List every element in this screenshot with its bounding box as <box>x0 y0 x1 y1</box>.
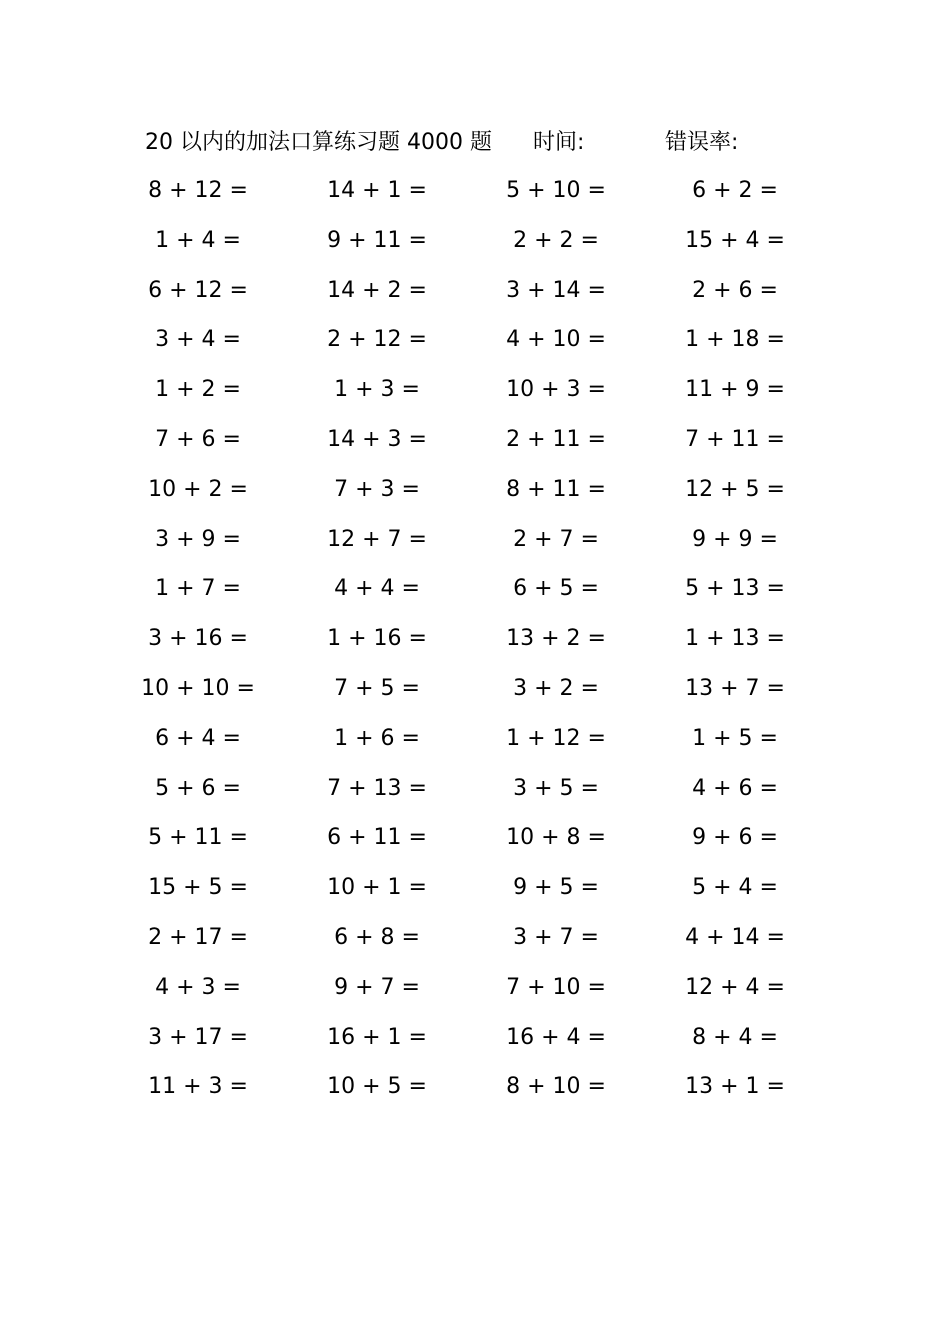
addition-problem: 13 + 7 = <box>685 675 785 701</box>
addition-problem: 10 + 5 = <box>327 1074 427 1100</box>
problem-row <box>0 720 950 770</box>
problem-row <box>0 819 950 869</box>
addition-problem: 13 + 2 = <box>506 626 606 652</box>
addition-problem: 10 + 2 = <box>148 476 248 502</box>
time-label: 时间: <box>533 130 585 155</box>
addition-problem: 1 + 12 = <box>506 725 606 751</box>
problem-row <box>0 770 950 820</box>
addition-problem: 4 + 4 = <box>334 576 420 602</box>
addition-problem: 1 + 6 = <box>334 725 420 751</box>
addition-problem: 7 + 5 = <box>334 675 420 701</box>
addition-problem: 5 + 13 = <box>685 576 785 602</box>
addition-problem: 1 + 16 = <box>327 626 427 652</box>
addition-problem: 4 + 3 = <box>155 974 241 1000</box>
addition-problem: 5 + 6 = <box>155 775 241 801</box>
worksheet-header <box>145 126 845 160</box>
addition-problem: 1 + 3 = <box>334 377 420 403</box>
addition-problem: 2 + 7 = <box>513 526 599 552</box>
problem-row <box>0 272 950 322</box>
problem-row <box>0 321 950 371</box>
addition-problem: 5 + 11 = <box>148 825 248 851</box>
addition-problem: 3 + 9 = <box>155 526 241 552</box>
addition-problem: 2 + 6 = <box>692 277 778 303</box>
addition-problem: 8 + 12 = <box>148 178 248 203</box>
problem-row <box>0 670 950 720</box>
addition-problem: 14 + 2 = <box>327 277 427 303</box>
addition-problem: 1 + 13 = <box>685 626 785 652</box>
addition-problem: 14 + 1 = <box>327 178 427 203</box>
problem-row <box>0 570 950 620</box>
addition-problem: 1 + 5 = <box>692 725 778 751</box>
addition-problem: 12 + 7 = <box>327 526 427 552</box>
addition-problem: 9 + 9 = <box>692 526 778 552</box>
addition-problem: 5 + 4 = <box>692 875 778 901</box>
addition-problem: 4 + 6 = <box>692 775 778 801</box>
addition-problem: 9 + 11 = <box>327 227 427 253</box>
addition-problem: 6 + 11 = <box>327 825 427 851</box>
problem-row <box>0 620 950 670</box>
addition-problem: 16 + 1 = <box>327 1024 427 1050</box>
addition-problem: 6 + 5 = <box>513 576 599 602</box>
addition-problem: 9 + 6 = <box>692 825 778 851</box>
problem-row <box>0 521 950 571</box>
addition-problem: 2 + 2 = <box>513 227 599 253</box>
addition-problem: 1 + 4 = <box>155 227 241 253</box>
addition-problem: 1 + 2 = <box>155 377 241 403</box>
addition-problem: 16 + 4 = <box>506 1024 606 1050</box>
addition-problem: 9 + 7 = <box>334 974 420 1000</box>
addition-problem: 8 + 10 = <box>506 1074 606 1100</box>
addition-problem: 10 + 10 = <box>141 675 255 701</box>
problem-row <box>0 969 950 1019</box>
addition-problem: 6 + 4 = <box>155 725 241 751</box>
addition-problem: 7 + 10 = <box>506 974 606 1000</box>
error-rate-label: 错误率: <box>665 130 739 155</box>
addition-problem: 8 + 4 = <box>692 1024 778 1050</box>
addition-problem: 15 + 4 = <box>685 227 785 253</box>
addition-problem: 10 + 8 = <box>506 825 606 851</box>
problem-row <box>0 471 950 521</box>
addition-problem: 6 + 8 = <box>334 924 420 950</box>
addition-problem: 3 + 2 = <box>513 675 599 701</box>
addition-problem: 1 + 7 = <box>155 576 241 602</box>
addition-problem: 2 + 17 = <box>148 924 248 950</box>
addition-problem: 7 + 13 = <box>327 775 427 801</box>
addition-problem: 2 + 11 = <box>506 426 606 452</box>
addition-problem: 15 + 5 = <box>148 875 248 901</box>
addition-problem: 10 + 3 = <box>506 377 606 403</box>
addition-problem: 3 + 4 = <box>155 327 241 353</box>
problem-row <box>0 919 950 969</box>
addition-problem: 11 + 3 = <box>148 1074 248 1100</box>
addition-problem: 7 + 11 = <box>685 426 785 452</box>
addition-problem: 7 + 3 = <box>334 476 420 502</box>
addition-problem: 2 + 12 = <box>327 327 427 353</box>
addition-problem: 3 + 5 = <box>513 775 599 801</box>
addition-problem: 6 + 2 = <box>692 178 778 203</box>
problem-grid <box>0 172 950 1118</box>
addition-problem: 8 + 11 = <box>506 476 606 502</box>
addition-problem: 4 + 14 = <box>685 924 785 950</box>
problem-row <box>0 1068 950 1118</box>
addition-problem: 13 + 1 = <box>685 1074 785 1100</box>
problem-row <box>0 869 950 919</box>
addition-problem: 3 + 16 = <box>148 626 248 652</box>
addition-problem: 9 + 5 = <box>513 875 599 901</box>
addition-problem: 10 + 1 = <box>327 875 427 901</box>
worksheet-title: 20 以内的加法口算练习题 4000 题 <box>145 130 492 155</box>
addition-problem: 5 + 10 = <box>506 178 606 203</box>
addition-problem: 1 + 18 = <box>685 327 785 353</box>
addition-problem: 7 + 6 = <box>155 426 241 452</box>
addition-problem: 3 + 7 = <box>513 924 599 950</box>
addition-problem: 6 + 12 = <box>148 277 248 303</box>
addition-problem: 11 + 9 = <box>685 377 785 403</box>
problem-row <box>0 222 950 272</box>
addition-problem: 14 + 3 = <box>327 426 427 452</box>
addition-problem: 12 + 5 = <box>685 476 785 502</box>
addition-problem: 3 + 14 = <box>506 277 606 303</box>
addition-problem: 4 + 10 = <box>506 327 606 353</box>
addition-problem: 3 + 17 = <box>148 1024 248 1050</box>
problem-row <box>0 421 950 471</box>
problem-row <box>0 1019 950 1069</box>
addition-problem: 12 + 4 = <box>685 974 785 1000</box>
problem-row <box>0 371 950 421</box>
problem-row <box>0 172 950 222</box>
